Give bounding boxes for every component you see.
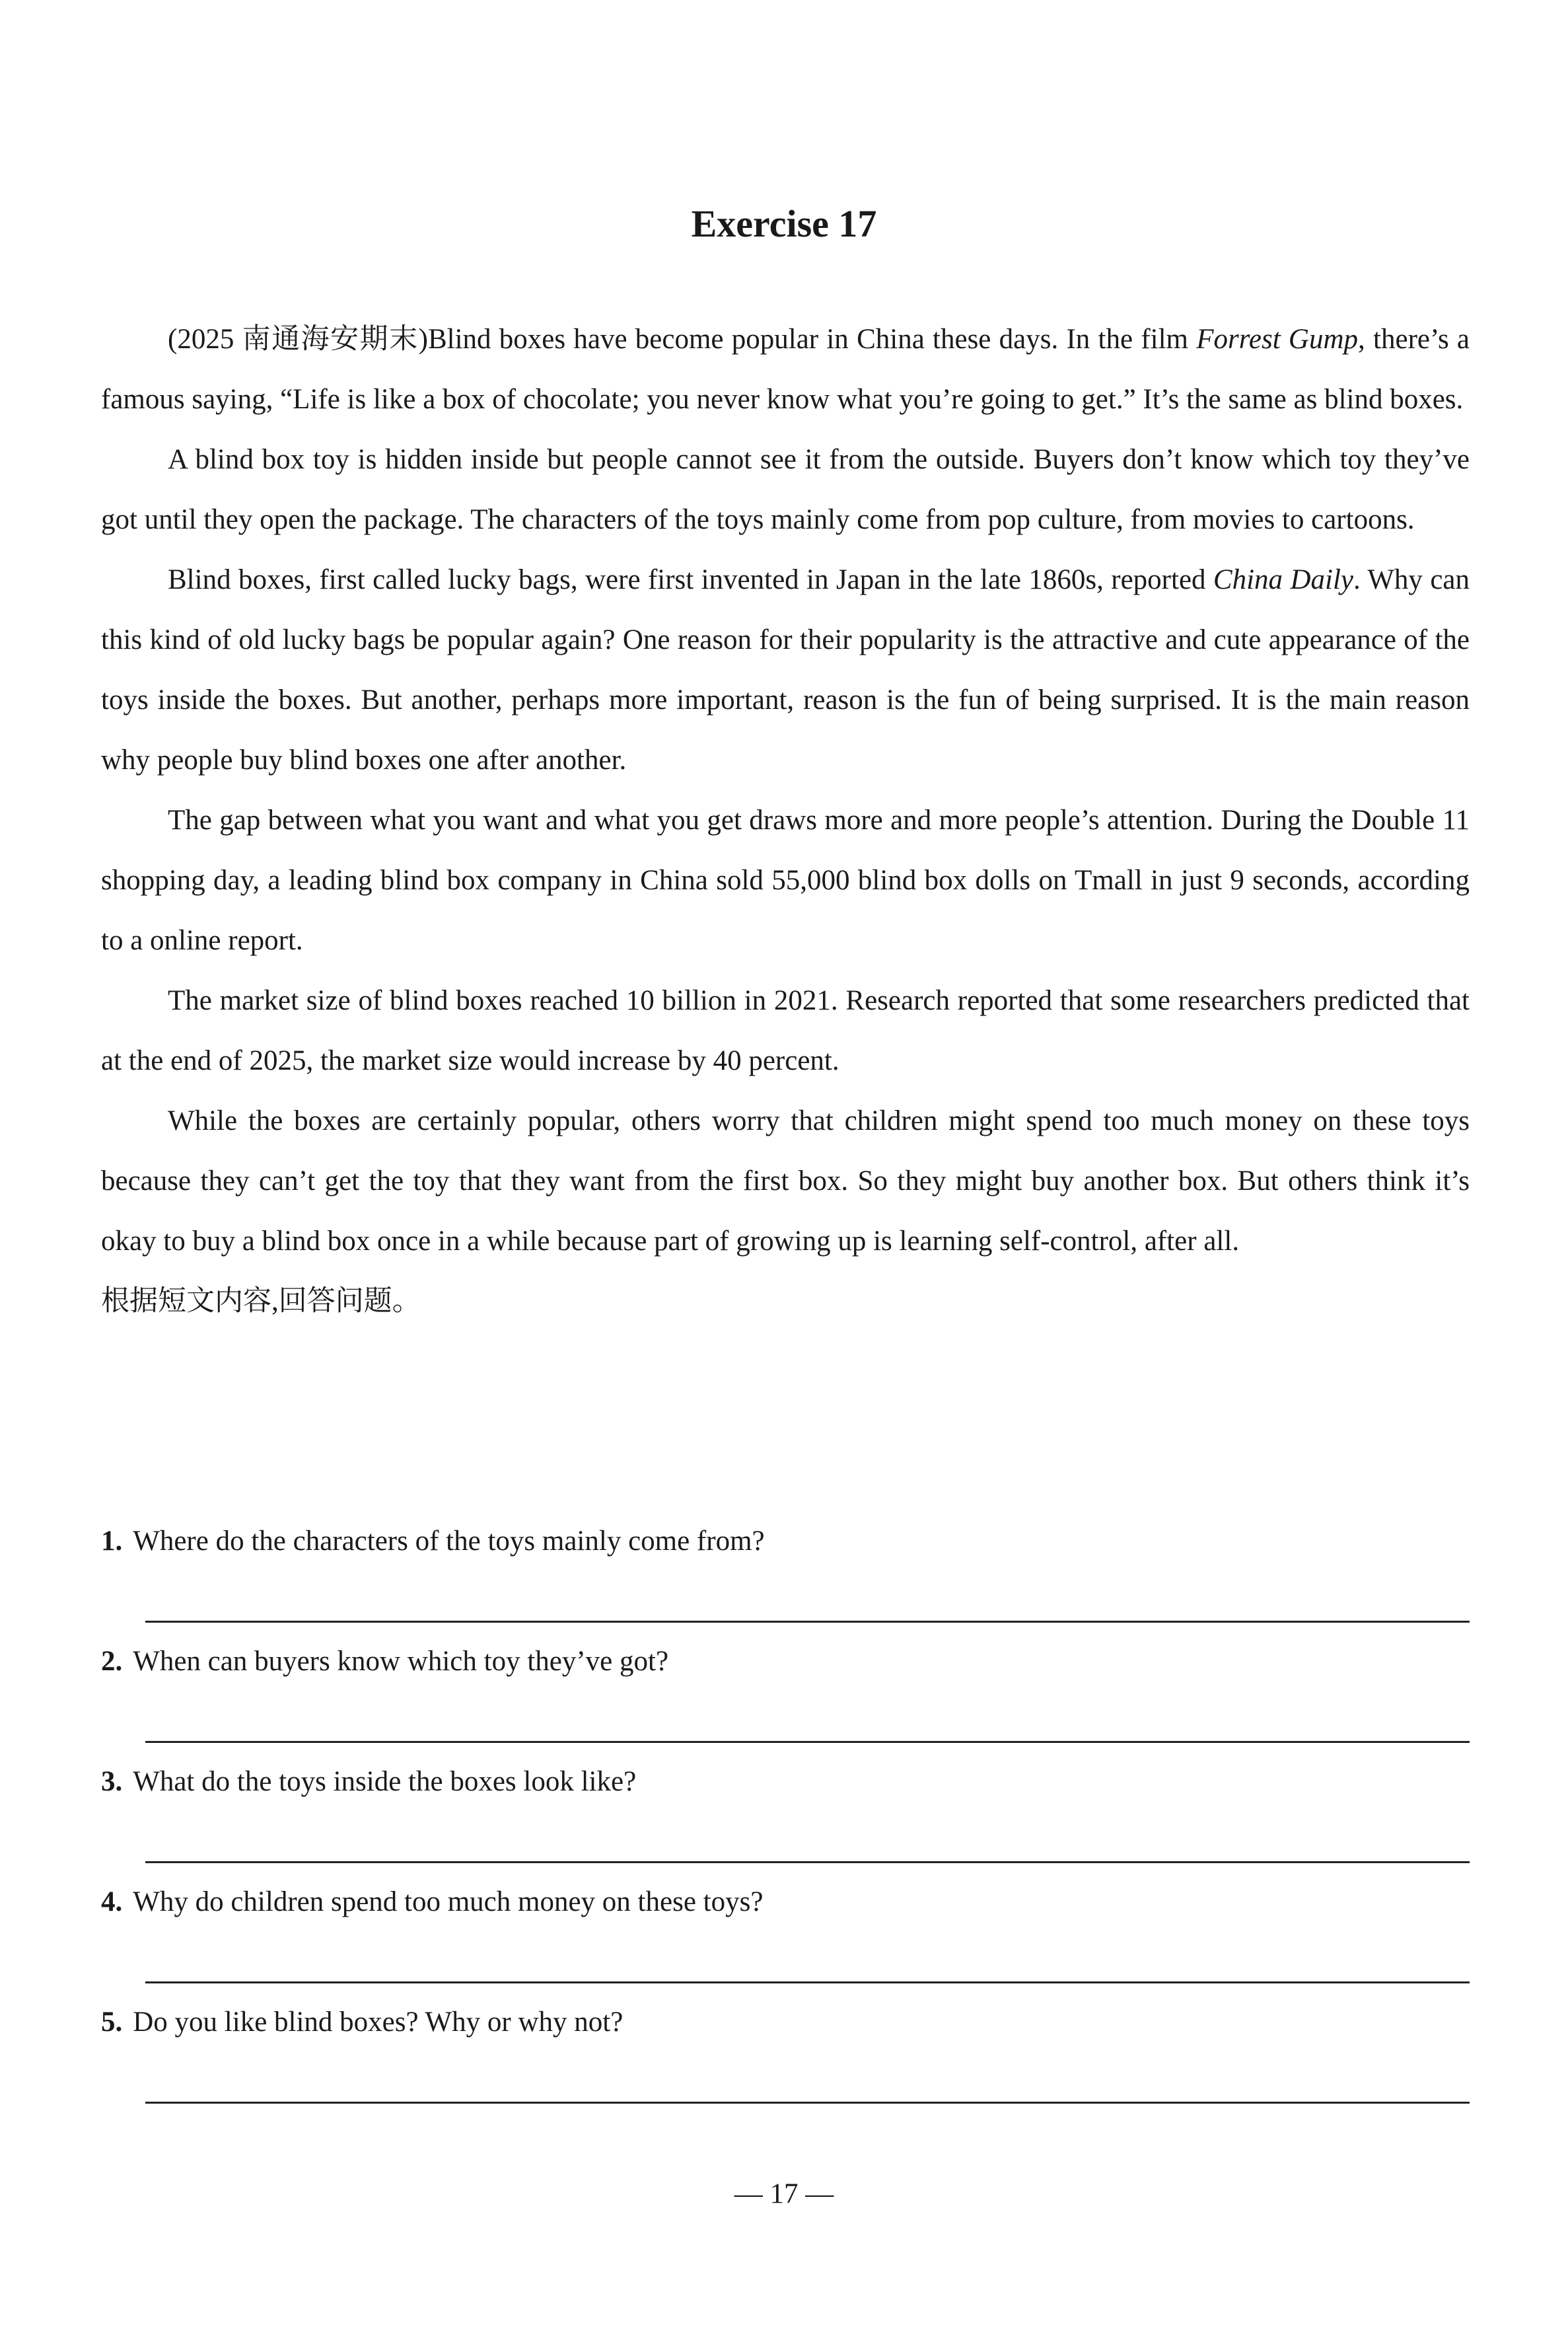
question-5	[101, 2006, 1470, 2038]
paragraph-text: Blind boxes, first called lucky bags, were first invented in Japan in the late 1860s, reported	[168, 564, 1213, 595]
question-text: Do you like blind boxes? Why or why not?	[133, 2007, 624, 2038]
answer-line-1[interactable]	[145, 1621, 1470, 1623]
paragraph-text: Blind boxes have become popular in China these days. In the film	[427, 324, 1197, 355]
question-number: 3.	[101, 1766, 123, 1797]
paragraph-text: . Why can this kind of old lucky bags be popular again? One reason for their popularity is the attractive and cute appearance of the toys inside the boxes. But another, perhaps more important, reason is the fun of being surprised. It is the main reason why people buy blind boxes one after another.	[101, 564, 1470, 776]
question-number: 2.	[101, 1646, 123, 1677]
question-number: 4.	[101, 1886, 123, 1917]
paragraph-3	[101, 550, 1470, 790]
paragraph-text: , there’s a famous saying, “Life is like a box of chocolate; you never know what you’re going to get.” It’s the same as blind boxes.	[101, 324, 1470, 415]
question-text: When can buyers know which toy they’ve got?	[133, 1646, 669, 1677]
answer-line-4[interactable]	[145, 1981, 1470, 1983]
instruction: 根据短文内容,回答问题。	[101, 1286, 421, 1317]
film-title: Forrest Gump	[1196, 324, 1359, 355]
page-number: — 17 —	[734, 2178, 834, 2209]
page-title: Exercise 17	[691, 202, 877, 245]
answer-line-2[interactable]	[145, 1741, 1470, 1743]
paragraph-4: The gap between what you want and what you get draws more and more people’s attention. During the Double 11 shopping day, a leading blind box company in China sold 55,000 blind box dolls on Tmall in just 9 seconds, according to a online report.	[101, 805, 1470, 956]
question-text: Where do the characters of the toys mainly come from?	[133, 1526, 765, 1557]
paragraph-2: A blind box toy is hidden inside but people cannot see it from the outside. Buyers don’t know which toy they’ve got until they open the package. The characters of the toys mainly come from pop culture, from movies to cartoons.	[101, 444, 1470, 535]
question-1	[101, 1525, 1470, 1557]
paragraph-6: While the boxes are certainly popular, others worry that children might spend too much money on these toys because they can’t get the toy that they want from the first box. So they might buy another box. But others think it’s okay to buy a blind box once in a while because part of growing up is learning self-control, after all.	[101, 1105, 1470, 1257]
question-text: What do the toys inside the boxes look like?	[133, 1766, 637, 1797]
paragraph-1	[101, 309, 1470, 429]
question-number: 1.	[101, 1526, 123, 1557]
newspaper-title: China Daily	[1213, 564, 1353, 595]
reading-passage	[101, 309, 1470, 1331]
paragraph-5: The market size of blind boxes reached 10 billion in 2021. Research reported that some researchers predicted that at the end of 2025, the market size would increase by 40 percent.	[101, 985, 1470, 1076]
answer-line-5[interactable]	[145, 2102, 1470, 2104]
source-label: (2025 南通海安期末)	[168, 324, 428, 355]
answer-line-3[interactable]	[145, 1861, 1470, 1863]
question-text: Why do children spend too much money on these toys?	[133, 1886, 764, 1917]
question-number: 5.	[101, 2007, 123, 2038]
question-3	[101, 1765, 1470, 1798]
question-4	[101, 1886, 1470, 1918]
question-2	[101, 1645, 1470, 1678]
